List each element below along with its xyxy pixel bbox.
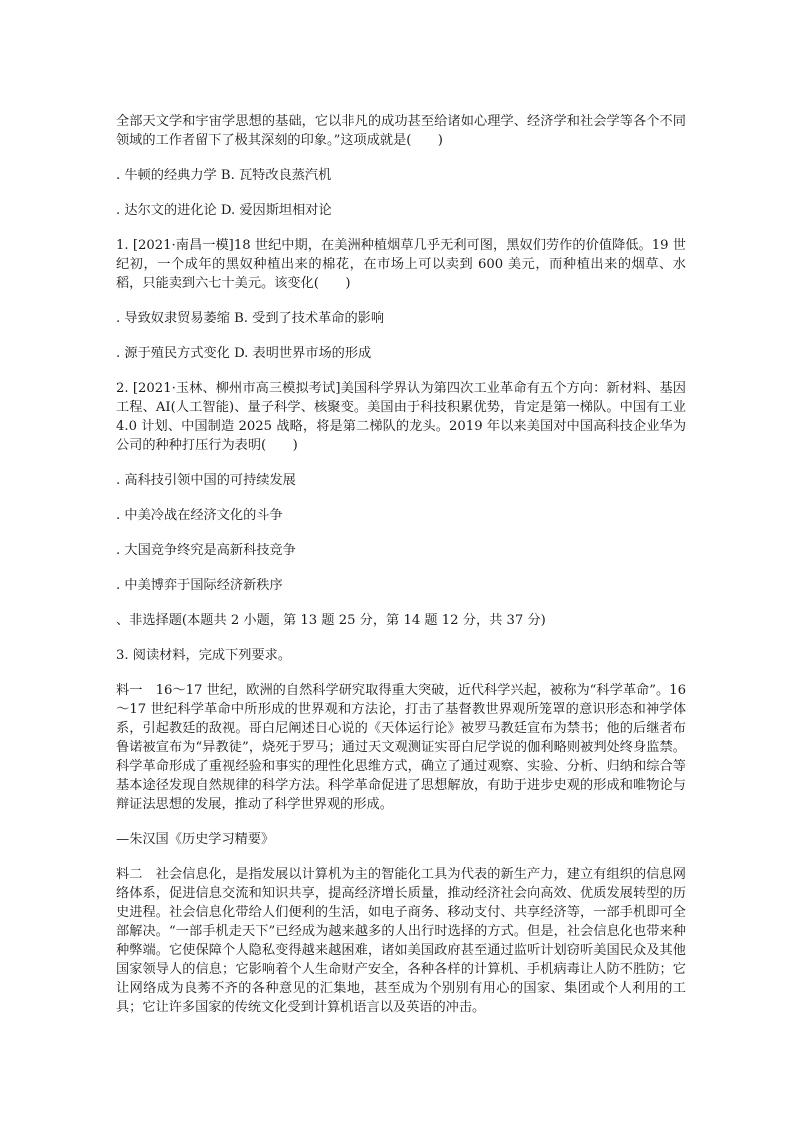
question-11-stem: 1. [2021·南昌一模]18 世纪中期，在美洲种植烟草几乎无利可图，黑奴们劳作的价值降低。19 世纪初，一个成年的黑奴种植出来的棉花，在市场上可以卖到 600 美元，而种植出来的烟草、水稻，只能卖到六七十美元。该变化( ) xyxy=(116,238,686,291)
document-page xyxy=(116,112,686,1017)
material-one: 料一 16～17 世纪，欧洲的自然科学研究取得重大突破，近代科学兴起，被称为“科学革命”。16～17 世纪科学革命中所形成的世界观和方法论，打击了基督教世界观所笼罩的意识形态和神学体系，引起教廷的敌视。哥白尼阐述日心说的《天体运行论》被罗马教廷宣布为禁书；他的后继者布鲁诺被宣布为“异教徒”，烧死于罗马；通过天文观测证实哥白尼学说的伽利略则被判处终身监禁。科学革命形成了重视经验和事实的理性化思维方式，确立了通过观察、实验、分析、归纳和综合等基本途径发现自然规律的科学方法。科学革命促进了思想解放，有助于进步史观的形成和唯物论与辩证法思想的发展，推动了科学世界观的形成。 xyxy=(116,683,686,812)
material-two: 料二 社会信息化，是指发展以计算机为主的智能化工具为代表的新生产力，建立有组织的信息网络体系，促进信息交流和知识共享，提高经济增长质量，推动经济社会向高效、优质发展转型的历史进程。社会信息化带给人们便利的生活，如电子商务、移动支付、共享经济等，一部手机即可全部解决。“一部手机走天下”已经成为越来越多的人出行时选择的方式。但是，社会信息化也带来种种弊端。它使保障个人隐私变得越来越困难，诸如美国政府甚至通过监听计划窃听美国民众及其他国家领导人的信息；它影响着个人生命财产安全，各种各样的计算机、手机病毒让人防不胜防；它让网络成为良莠不齐的各种意见的汇集地，甚至成为个别别有用心的国家、集团或个人利用的工具；它让许多国家的传统文化受到计算机语言以及英语的冲击。 xyxy=(116,867,686,1015)
option-line-c-d: . 源于殖民方式变化 D. 表明世界市场的形成 xyxy=(116,346,372,361)
option-d: . 中美博弈于国际经济新秩序 xyxy=(116,578,283,593)
section-heading: 、非选择题(本题共 2 小题，第 13 题 25 分，第 14 题 12 分，共 37 分) xyxy=(116,613,546,628)
question-12-stem: 2. [2021·玉林、柳州市高三模拟考试]美国科学界认为第四次工业革命有五个方向：新材料、基因工程、AI(人工智能)、量子科学、核聚变。美国由于科技积累优势，肯定是第一梯队。中国有工业 4.0 计划、中国制造 2025 战略，将是第二梯队的龙头。2019 年以来美国对中国高科技企业华为公司的种种打压行为表明( ) xyxy=(116,381,686,453)
option-line-a-b: . 导致奴隶贸易萎缩 B. 受到了技术革命的影响 xyxy=(116,311,385,326)
question-13-stem: 3. 阅读材料，完成下列要求。 xyxy=(116,648,292,663)
question-stem-continuation: 全部天文学和宇宙学思想的基础，它以非凡的成功甚至给诸如心理学、经济学和社会学等各个不同领域的工作者留下了极其深刻的印象。”这项成就是( ) xyxy=(116,114,686,148)
option-line-c-d: . 达尔文的进化论 D. 爱因斯坦相对论 xyxy=(116,203,332,218)
option-c: . 大国竞争终究是高新科技竞争 xyxy=(116,543,296,558)
material-one-source: —朱汉国《历史学习精要》 xyxy=(116,832,275,847)
option-b: . 中美冷战在经济文化的斗争 xyxy=(116,508,283,523)
option-a: . 高科技引领中国的可持续发展 xyxy=(116,473,296,488)
option-line-a-b: . 牛顿的经典力学 B. 瓦特改良蒸汽机 xyxy=(116,168,332,183)
